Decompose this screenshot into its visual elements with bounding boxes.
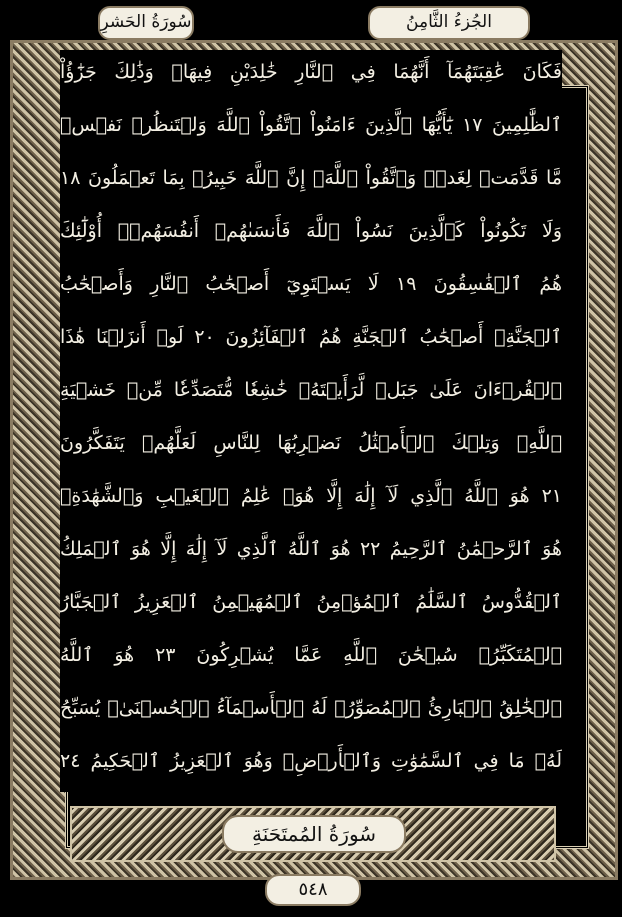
surah-name-header: سُورَةُ الحَشرِ (98, 6, 194, 40)
text-line-7: ٱلۡقُرۡءَانَ عَلَىٰ جَبَلٖ لَّرَأَيۡتَهُۥ خَٰشِعٗا مُّتَصَدِّعٗا مِّنۡ خَشۡيَةِ (60, 379, 562, 401)
quran-text-area (60, 50, 562, 792)
text-line-5: هُمُ ٱلۡفَٰسِقُونَ ١٩ لَا يَسۡتَوِيٓ أَصۡحَٰبُ ٱلنَّارِ وَأَصۡحَٰبُ (60, 273, 562, 295)
next-surah-title: سُورَةُ المُمتَحَنَةِ (222, 815, 406, 853)
text-line-9: ٢١ هُوَ ٱللَّهُ ٱلَّذِي لَآ إِلَٰهَ إِلَّا هُوَۖ عَٰلِمُ ٱلۡغَيۡبِ وَٱلشَّهَٰدَةِۖ (60, 485, 562, 507)
text-line-11: ٱلۡقُدُّوسُ ٱلسَّلَٰمُ ٱلۡمُؤۡمِنُ ٱلۡمُهَيۡمِنُ ٱلۡعَزِيزُ ٱلۡجَبَّارُ (60, 591, 562, 613)
text-line-14: لَهُۥ مَا فِي ٱلسَّمَٰوَٰتِ وَٱلۡأَرۡضِۖ وَهُوَ ٱلۡعَزِيزُ ٱلۡحَكِيمُ ٢٤ (60, 750, 562, 772)
text-line-4: وَلَا تَكُونُواْ كَٱلَّذِينَ نَسُواْ ٱللَّهَ فَأَنسَىٰهُمۡ أَنفُسَهُمۡۚ أُوْلَٰٓئِكَ (60, 220, 562, 242)
text-line-10: هُوَ ٱلرَّحۡمَٰنُ ٱلرَّحِيمُ ٢٢ هُوَ ٱللَّهُ ٱلَّذِي لَآ إِلَٰهَ إِلَّا هُوَ ٱلۡمَلِكُ (60, 538, 562, 560)
text-line-1: فَكَانَ عَٰقِبَتَهُمَآ أَنَّهُمَا فِي ٱلنَّارِ خَٰلِدَيْنِ فِيهَاۚ وَذَٰلِكَ جَزَٰٓؤُاْ (60, 61, 562, 83)
page-number: ٥٤٨ (265, 874, 361, 906)
juz-header: الجُزءُ الثَّامِنُ (368, 6, 530, 40)
next-surah-banner (70, 806, 556, 862)
text-line-8: ٱللَّهِۚ وَتِلۡكَ ٱلۡأَمۡثَٰلُ نَضۡرِبُهَا لِلنَّاسِ لَعَلَّهُمۡ يَتَفَكَّرُونَ (60, 432, 562, 454)
text-line-3: مَّا قَدَّمَتۡ لِغَدٖۖ وَٱتَّقُواْ ٱللَّهَۚ إِنَّ ٱللَّهَ خَبِيرُۢ بِمَا تَعۡمَلُونَ ١٨ (60, 167, 562, 189)
text-line-13: ٱلۡخَٰلِقُ ٱلۡبَارِئُ ٱلۡمُصَوِّرُۖ لَهُ ٱلۡأَسۡمَآءُ ٱلۡحُسۡنَىٰۚ يُسَبِّحُ (60, 697, 562, 719)
text-line-12: ٱلۡمُتَكَبِّرُۚ سُبۡحَٰنَ ٱللَّهِ عَمَّا يُشۡرِكُونَ ٢٣ هُوَ ٱللَّهُ (60, 644, 562, 666)
text-line-6: ٱلۡجَنَّةِۚ أَصۡحَٰبُ ٱلۡجَنَّةِ هُمُ ٱلۡفَآئِزُونَ ٢٠ لَوۡ أَنزَلۡنَا هَٰذَا (60, 326, 562, 348)
text-line-2: ٱلظَّٰلِمِينَ ١٧ يَٰٓأَيُّهَا ٱلَّذِينَ ءَامَنُواْ ٱتَّقُواْ ٱللَّهَ وَلۡتَنظُرۡ نَفۡسٞ (60, 114, 562, 136)
